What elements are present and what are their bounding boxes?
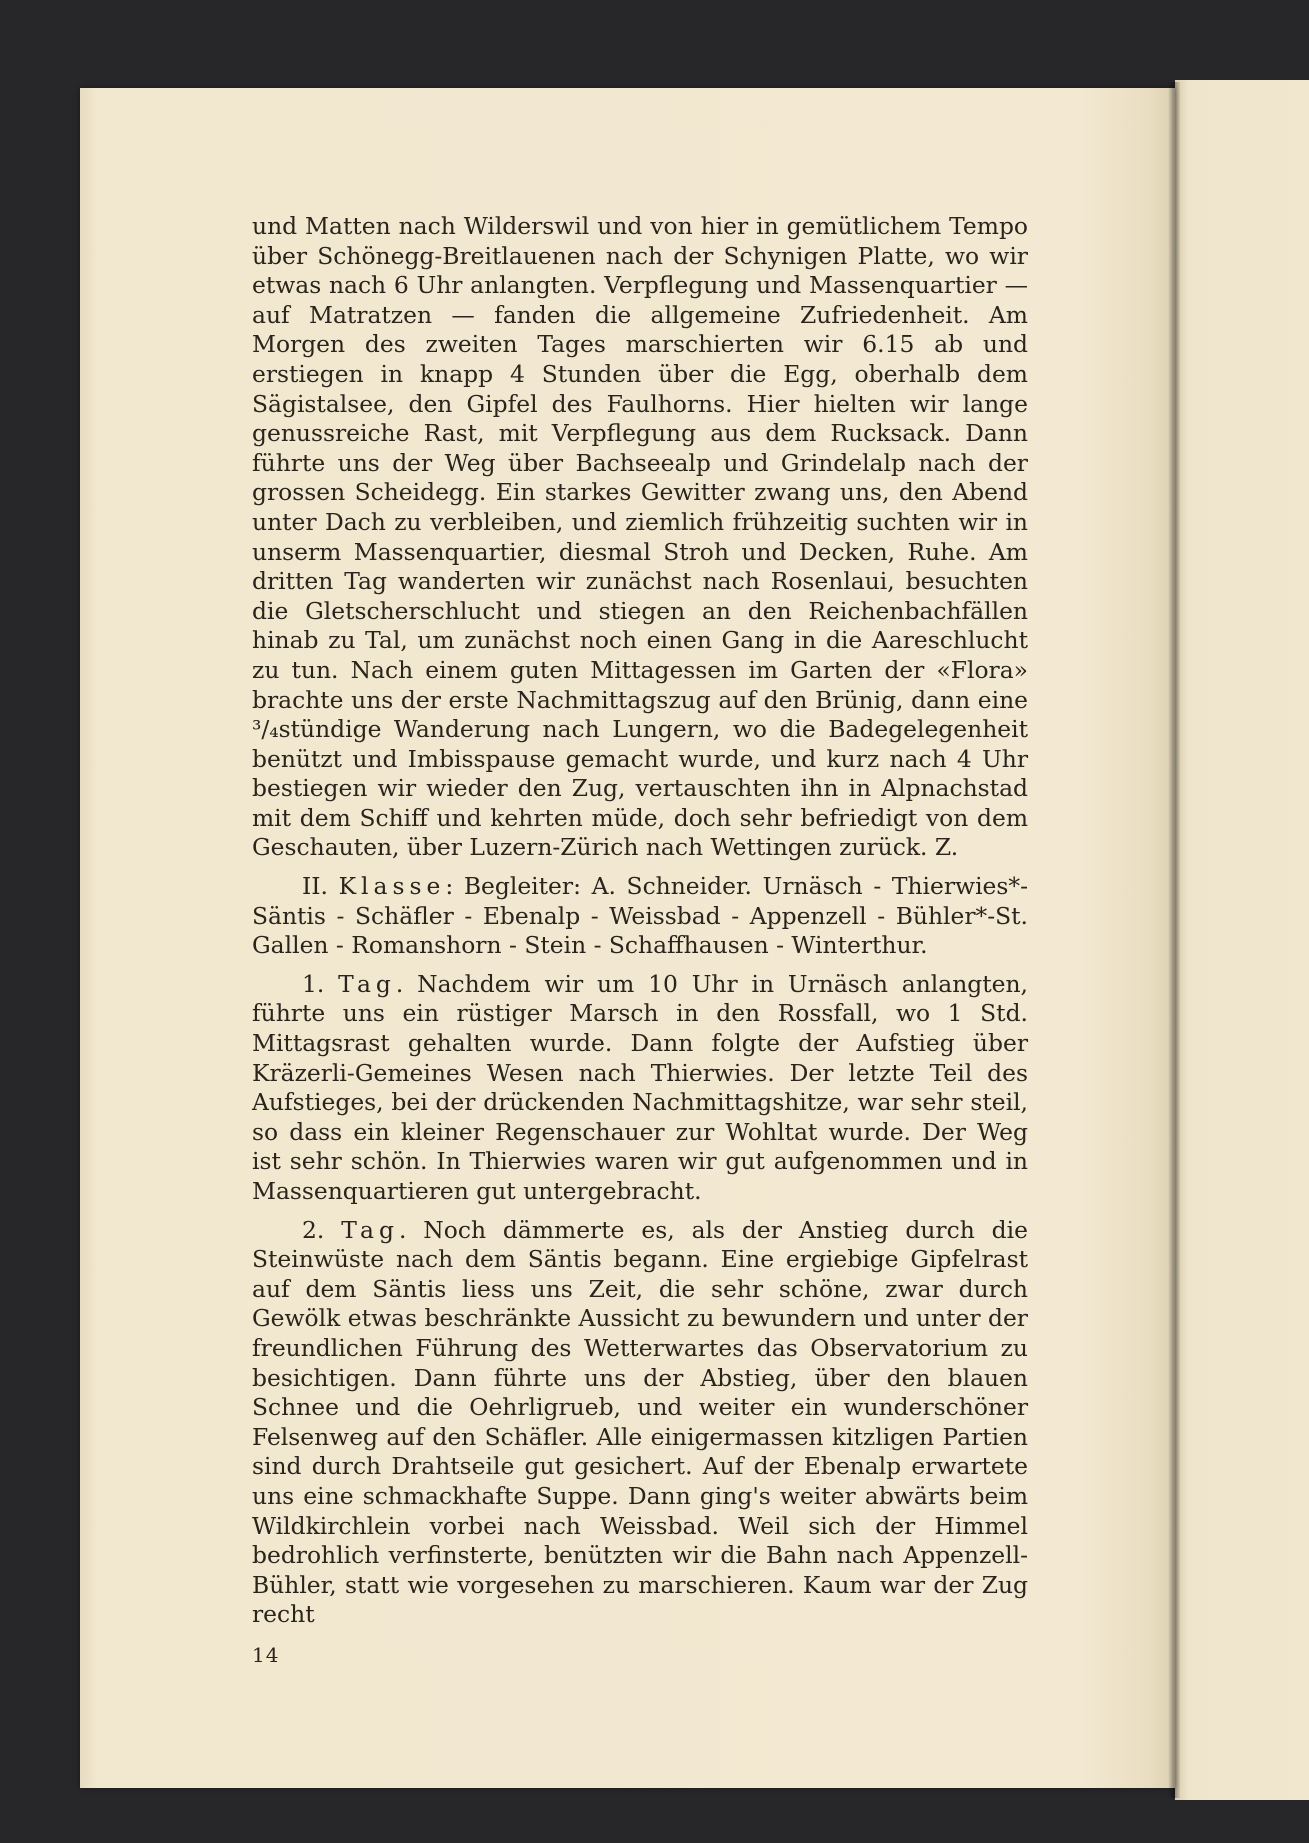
page-gutter-shadow <box>1168 82 1180 1798</box>
day-1-label: Tag <box>338 969 396 998</box>
paragraph-day-1 <box>252 970 1028 1207</box>
class-label: Klasse <box>338 872 446 901</box>
day-2-number: 2. <box>302 1215 342 1244</box>
day-1-text: . Nachdem wir um 10 Uhr in Urnäsch anlangten, führte uns ein rüstiger Marsch in den Rossfall, wo 1 Std. Mittagsrast gehalten wurde. Dann folgte der Aufstieg über Kräzerli-Gemeines Wesen nach Thierwies. Der letzte Teil des Aufstieges, bei der drückenden Nachmittagshitze, war sehr steil, so dass ein kleiner Regenschauer zur Wohltat wurde. Der Weg ist sehr schön. In Thierwies waren wir gut aufgenommen und in Massenquartieren gut untergebracht. <box>252 969 1028 1205</box>
paragraph-day-2 <box>252 1216 1028 1630</box>
class-number: II. <box>302 872 339 901</box>
body-text <box>252 212 1028 1639</box>
day-1-number: 1. <box>302 969 339 998</box>
class-route: : Begleiter: A. Schneider. Urnäsch - Thierwies*-Säntis - Schäfler - Ebenalp - Weissbad - Appenzell - Bühler*-St. Gallen - Romanshorn - Stein - Schaffhausen - Winterthur. <box>252 872 1028 960</box>
day-2-label: Tag <box>341 1215 399 1244</box>
day-2-text: . Noch dämmerte es, als der Anstieg durch die Steinwüste nach dem Säntis begann. Eine ergiebige Gipfelrast auf dem Säntis liess uns Zeit, die sehr schöne, zwar durch Gewölk etwas beschränkte Aussicht zu bewundern und unter der freundlichen Führung des Wetterwartes das Observatorium zu besichtigen. Dann führte uns der Abstieg, über den blauen Schnee und die Oehrligrueb, und weiter ein wunderschöner Felsenweg auf den Schäfler. Alle einigermassen kitzligen Partien sind durch Drahtseile gut gesichert. Auf der Ebenalp erwartete uns eine schmackhafte Suppe. Dann ging's weiter abwärts beim Wildkirchlein vorbei nach Weissbad. Weil sich der Himmel bedrohlich verfinsterte, benützten wir die Bahn nach Appenzell-Bühler, statt wie vorgesehen zu marschieren. Kaum war der Zug recht <box>252 1215 1028 1629</box>
facing-page-edge <box>1175 80 1309 1800</box>
paragraph-continuation: und Matten nach Wilderswil und von hier in gemütlichem Tempo über Schönegg-Breitlauenen nach der Schynigen Platte, wo wir etwas nach 6 Uhr anlangten. Verpflegung und Massenquartier — auf Matratzen — fanden die allgemeine Zufriedenheit. Am Morgen des zweiten Tages marschierten wir 6.15 ab und erstiegen in knapp 4 Stunden über die Egg, oberhalb dem Sägistalsee, den Gipfel des Faulhorns. Hier hielten wir lange genussreiche Rast, mit Verpflegung aus dem Rucksack. Dann führte uns der Weg über Bachseealp und Grindelalp nach der grossen Scheidegg. Ein starkes Gewitter zwang uns, den Abend unter Dach zu verbleiben, und ziemlich frühzeitig suchten wir in unserm Massenquartier, diesmal Stroh und Decken, Ruhe. Am dritten Tag wanderten wir zunächst nach Rosenlaui, besuchten die Gletscherschlucht und stiegen an den Reichenbachfällen hinab zu Tal, um zunächst noch einen Gang in die Aareschlucht zu tun. Nach einem guten Mittagessen im Garten der «Flora» brachte uns der erste Nachmittagszug auf den Brünig, dann eine ³/₄stündige Wanderung nach Lungern, wo die Badegelegenheit benützt und Imbisspause gemacht wurde, und kurz nach 4 Uhr bestiegen wir wieder den Zug, vertauschten ihn in Alpnachstad mit dem Schiff und kehrten müde, doch sehr befriedigt von dem Geschauten, über Luzern-Zürich nach Wettingen zurück. Z. <box>252 212 1028 862</box>
paragraph-class-heading <box>252 872 1028 961</box>
page-number: 14 <box>252 1643 280 1667</box>
